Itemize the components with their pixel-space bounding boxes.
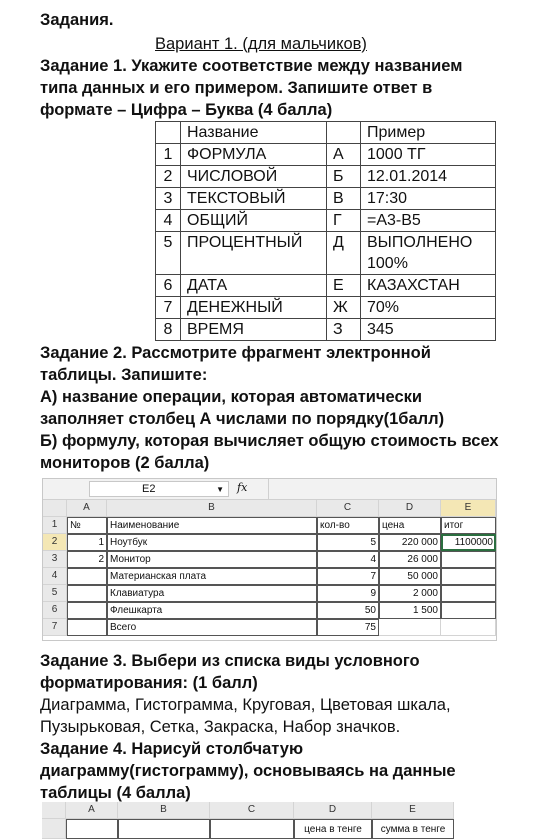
table-row: 5 Клавиатура 9 2 000 — [43, 585, 496, 602]
task3-title: Задание 3. Выбери из списка виды условного форматирования: (1 балл) — [40, 652, 420, 692]
task1-table — [155, 121, 496, 341]
table-row: 2 ЧИСЛОВОЙ Б 12.01.2014 — [156, 166, 496, 188]
task3-text: Диаграмма, Гистограмма, Круговая, Цветовая шкала, Пузырьковая, Сетка, Закраска, Набор значков. — [40, 696, 451, 736]
spreadsheet-2 — [42, 802, 454, 840]
active-cell-e2[interactable]: 1100000 — [441, 534, 496, 551]
col-header-b[interactable]: B — [107, 500, 317, 517]
table-row: 3 2 Монитор 4 26 000 — [43, 551, 496, 568]
table-row: 7 ДЕНЕЖНЫЙ Ж 70% — [156, 297, 496, 319]
table-row: 4 Материанская плата 7 50 000 — [43, 568, 496, 585]
col-name-header: Название — [181, 122, 327, 144]
table-row: 6 Флешкарта 50 1 500 — [43, 602, 496, 619]
col-header-c[interactable]: C — [317, 500, 379, 517]
table-row: цена в тенге сумма в тенге — [42, 819, 454, 839]
spreadsheet — [42, 478, 497, 641]
table-row: 4 ОБЩИЙ Г =А3-В5 — [156, 210, 496, 232]
formula-bar — [43, 479, 496, 500]
task2-line1: Задание 2. Рассмотрите фрагмент электронной таблицы. Запишите: — [40, 344, 431, 384]
table-row: 7 Всего 75 — [43, 619, 496, 636]
column-header-row: A B C D E — [42, 802, 454, 819]
col-example-header: Пример — [361, 122, 496, 144]
table-row: 6 ДАТА Е КАЗАХСТАН — [156, 275, 496, 297]
table-row: 8 ВРЕМЯ З 345 — [156, 319, 496, 341]
task1-text: Задание 1. Укажите соответствие между названием типа данных и его примером. Запишите ответ в формате – Цифра – Буква (4 балла) — [40, 57, 463, 119]
fx-icon[interactable]: fx — [237, 481, 248, 494]
table-row: 2 1 Ноутбук 5 220 000 1100000 — [43, 534, 496, 551]
name-box[interactable]: E2 ▼ — [89, 481, 229, 497]
col-header-e[interactable]: E — [441, 500, 496, 517]
column-header-row — [43, 500, 496, 517]
col-header-a[interactable]: A — [67, 500, 107, 517]
table-row: 3 ТЕКСТОВЫЙ В 17:30 — [156, 188, 496, 210]
table-row: 1 № Наименование кол-во цена итог — [43, 517, 496, 534]
chevron-down-icon[interactable]: ▼ — [216, 485, 224, 494]
variant-title: Вариант 1. (для мальчиков) — [155, 35, 367, 53]
table-row: 1 ФОРМУЛА А 1000 ТГ — [156, 144, 496, 166]
table-row — [156, 122, 496, 144]
task2-line3: Б) формулу, которая вычисляет общую стоимость всех мониторов (2 балла) — [40, 432, 499, 472]
task2-line2: А) название операции, которая автоматически заполняет столбец А числами по порядку(1балл) — [40, 388, 445, 428]
document-header: Задания. — [40, 11, 114, 29]
task4-title: Задание 4. Нарисуй столбчатую диаграмму(гистограмму), основываясь на данные таблицы (4 балла) — [40, 740, 456, 802]
col-header-d[interactable]: D — [379, 500, 441, 517]
table-row: 5 ПРОЦЕНТНЫЙ Д ВЫПОЛНЕНО 100% — [156, 232, 496, 275]
